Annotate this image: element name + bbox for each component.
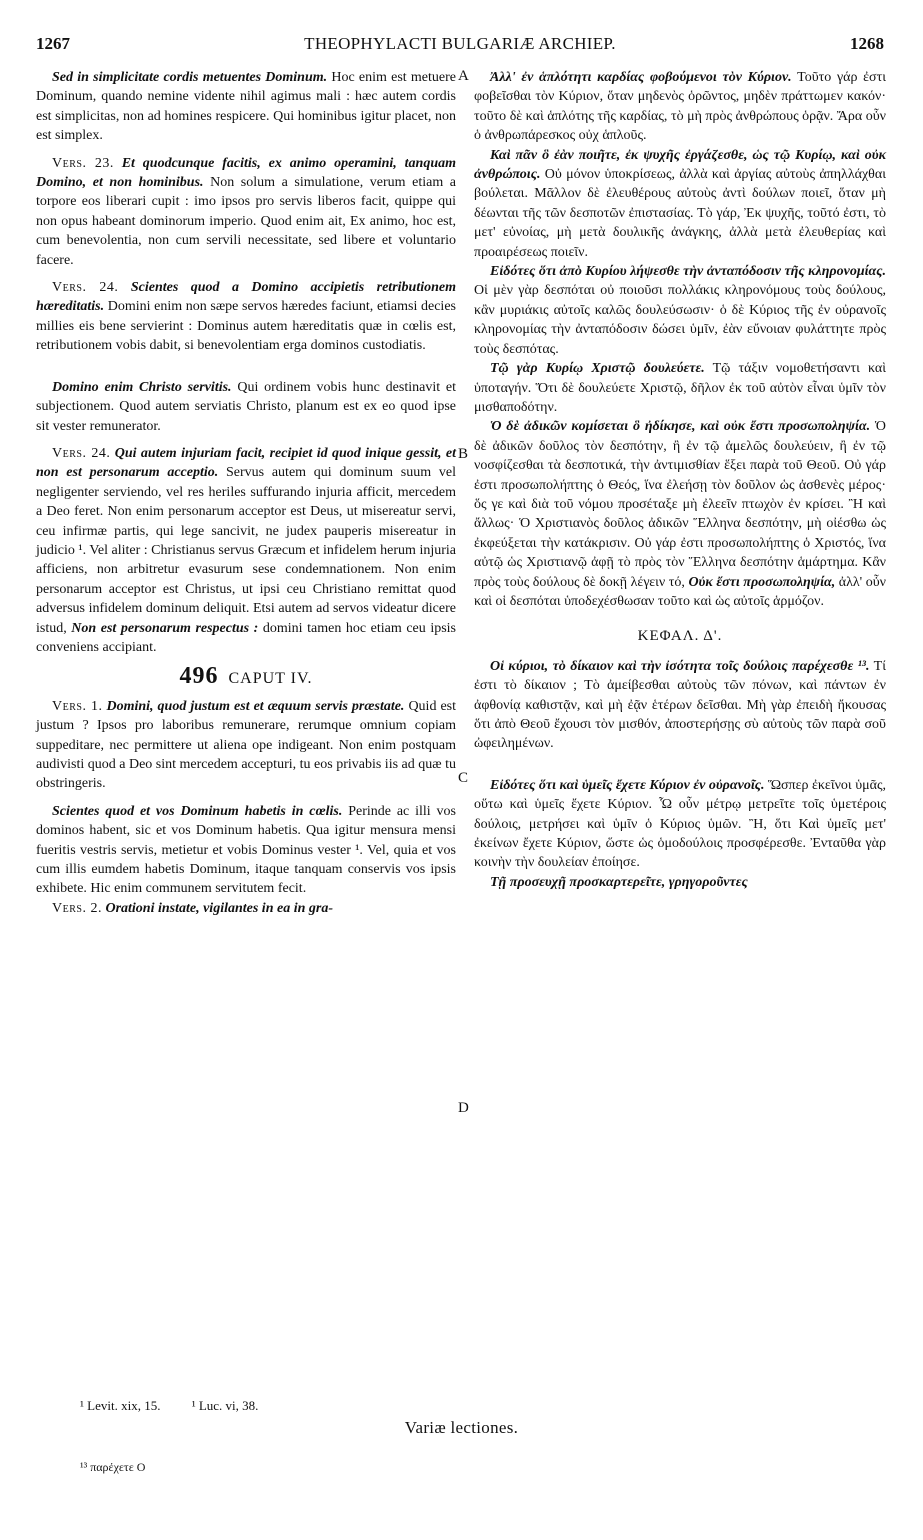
greek-text: Τοῦτο γάρ ἐστι φοβεῖσθαι τὸν Κύριον, ὅταν μηδενὸς ὁρῶντος, μηδὲν πράττωμεν κακόν· τοῦτο δὲ καὶ ἁπλότης τῆς καρδίας, τὸ μὴ πρὸς ἀνθρώπους ὁρᾷν. Ἄρα οὖν ὁ ἀνθρωπάρεσκος οὐχ ἁπλοῦς.: [474, 70, 886, 144]
latin-text: Non solum a simulatione, verum etiam a torpore eos liberari cupit : imo ipsos pro servis liberos facit, quippe qui non opus habeant dominorum imperio. Quod enim ait, Ex animo, hoc est, cum benevolentia, non cum servili necessitate, sed libere et voluntario facere.: [36, 175, 457, 268]
greek-lemma: Τῷ γὰρ Κυρίῳ Χριστῷ δουλεύετε.: [490, 361, 705, 377]
chapter-title: CAPUT IV.: [228, 670, 313, 688]
variant-reading: ¹³ παρέχετε O: [80, 1460, 146, 1474]
greek-text: Ὁ δὲ ἀδικῶν δοῦλος τὸν δεσπότην, ἢ ἐν τῷ ἀμελῶς δουλεύειν, ἢ ἐν τῷ νοσφίζεσθαι τὰ δεσποτικά, τὴν ἀντιμισθίαν ἕξει παρὰ τοῦ Θεοῦ. Οὐ γάρ ἐστι προσωπολήπτης ὁ Θεός, ἵνα ἐλεήσῃ τὸν δοῦλον ὡς ἀσθενὲς μέρος· ὅς γε καὶ διὰ τοῦ νόμου προσέταξε μὴ ἐλεεῖν πτωχὸν ἐν κρίσει. Ἢ καὶ ἄλλως· Ὁ Χριστιανὸς δοῦλος ἀδικῶν Ἕλληνα δεσπότην, μὴ οἰέσθω ὡς ἐκφεύξεται τὴν κατάκρισιν. Οὐ γάρ ἐστι προσωπολήπτης ὁ Χριστός, ἵνα αὐτῷ ὡς Χριστιανῷ ἀφῇ τὸ πρὸς τὸν Ἕλληνα δεσπότην ἁμάρτημα. Κἂν πρὸς τοὺς δούλους δὲ δοκῇ λέγειν τό,: [474, 419, 886, 590]
greek-text: Τί ἐστι τὸ δίκαιον ; Τὸ ἀμείβεσθαι αὐτοὺς τῶν πόνων, καὶ πάντων ἐν ἀφθονίᾳ καθιστᾷν, καὶ μὴ ἐᾷν ἑτέρων δεῖσθαι. Μὴ γὰρ ἐπειδὴ ἤκουσας ὅτι ἀπὸ Θεοῦ ἔχουσι τὸν μισθόν, ἀποστερήσῃς σὺ αὐτοὺς τῶν παρὰ σοῦ ὠφειλημένων.: [474, 658, 886, 752]
greek-lemma: Εἰδότες ὅτι καὶ ὑμεῖς ἔχετε Κύριον ἐν οὐρανοῖς.: [490, 777, 765, 793]
variae-lectiones-title: Variæ lectiones.: [404, 1418, 519, 1437]
margin-marker-c: C: [458, 770, 469, 786]
latin-lemma: Scientes quod et vos Dominum habetis in cœlis.: [52, 803, 343, 819]
greek-paragraph: [474, 146, 886, 262]
latin-paragraph: [36, 697, 456, 794]
verse-label: Vers. 1.: [52, 698, 103, 714]
chapter-heading-greek: ΚΕΦΑΛ. Δ'.: [637, 628, 723, 645]
latin-text: Domini enim non sæpe servos hæredes faciunt, etiamsi decies millies eis bene servierint : Dominus autem hæreditatis quæ in cœlis est, retributionem vobis dabit, si benevolentiam erga dominos custodiatis.: [36, 299, 456, 354]
latin-paragraph: [36, 278, 456, 356]
latin-lemma: Et quodcunque facitis, ex animo operamini, tanquam Domino, et non hominibus.: [36, 155, 456, 191]
greek-text: Οὐ μόνον ὑποκρίσεως, ἀλλὰ καὶ ἀργίας αὐτοὺς ἀπηλλάχθαι βούλεται. Μᾶλλον δὲ ἐλευθέρους αὐτοὺς ἀντὶ δούλων ποιεῖ, ὅταν μὴ δέωνται τῆς τῶν δεσποτῶν ἐπιστασίας. Τὸ γάρ, Ἐκ ψυχῆς, τοῦτό ἐστι, τὸ μετ' εὐνοίας, μὴ μετὰ δουλικῆς ἀνάγκης, ἀλλὰ μετὰ ἐλευθερίας καὶ προαιρέσεως ποιεῖν.: [474, 167, 886, 260]
latin-paragraph: [36, 444, 456, 657]
greek-paragraph: [474, 359, 886, 417]
latin-text: domini tamen hoc etiam ceu ipsis conveniens accipiant.: [36, 620, 457, 655]
verse-label: Vers. 24.: [52, 280, 119, 296]
latin-text: Qui ordinem vobis hunc destinavit et subjectionem. Quod autem serviatis Christo, planum est ex eo quod ipse sit vester remunerator.: [36, 379, 456, 434]
latin-lemma: Scientes quod a Domino accipietis retributionem hæreditatis.: [36, 280, 456, 315]
greek-text: ἀλλ' οὖν καὶ οἱ δεσπόται ὑποδεχέσθωσαν τοῦτο καὶ ὡς αὐτοῖς ἁρμόζον.: [474, 574, 886, 609]
latin-text: Servus autem qui dominum suum vel negligenter serviendo, vel res heriles suffurando injuria afficit, mercedem a Deo feret. Non enim personarum acceptor est Deus, ut misereatur servi, ceu infirmæ partis, qui lege sancivit, ne judex pauperis misereatur in judicio ¹. Vel aliter : Christianus servus Græcum et infidelem herum injuria afficiens, non arbitretur evasurum sese condemnationem. Non enim personarum acceptor est Christus, ut ipsi ceu Christiano remittat quod adversus infidelem dominum deliquit. Etsi autem ad servos videatur dicere istud,: [36, 465, 456, 636]
latin-lemma: Domino enim Christo servitis.: [52, 379, 232, 395]
greek-lemma: Οἱ κύριοι, τὸ δίκαιον καὶ τὴν ἰσότητα τοῖς δούλοις παρέχεσθε ¹³.: [490, 658, 870, 674]
greek-text: Τῷ τάξιν νομοθετήσαντι καὶ ὑποταγήν. Ὅτι δὲ δουλεύετε Χριστῷ, δῆλον ἐκ τοῦ αὐτὸν εἶναι ὑμῖν τὸν μισθαποδότην.: [474, 361, 886, 415]
footnote: ¹ Luc. vi, 38.: [191, 1398, 259, 1413]
greek-lemma: Καὶ πᾶν ὃ ἐὰν ποιῆτε, ἐκ ψυχῆς ἐργάζεσθε, ὡς τῷ Κυρίῳ, καὶ οὐκ ἀνθρώποις.: [474, 147, 886, 183]
latin-lemma: Orationi instate, vigilantes in ea in gra-: [101, 900, 333, 916]
greek-lemma: Τῇ προσευχῇ προσκαρτερεῖτε, γρηγοροῦντες: [490, 874, 748, 890]
chapter-heading-latin: [36, 663, 456, 690]
greek-paragraph: [474, 873, 886, 892]
latin-lemma: Sed in simplicitate cordis metuentes Dominum.: [52, 70, 328, 85]
latin-lemma: Domini, quod justum est et æquum servis præstate.: [102, 698, 405, 714]
greek-text: Ὥσπερ ἐκεῖνοι ὑμᾶς, οὕτω καὶ ὑμεῖς ἔχετε Κύριον. Ὧ οὖν μέτρῳ μετρεῖτε τοῖς ὑμετέροις δούλοις, μετρήσει καὶ ὑμῖν ὁ Κύριος ὑμῶν. Ἢ, ὅτι Καὶ ὑμεῖς μετ' ἐκείνων ἔχετε Κύριον, ὥστε ὡς ὁμοδούλοις προσφέρεσθε. Ἐνταῦθα γὰρ κοινὴν τὴν δουλείαν ἐποίησε.: [474, 777, 887, 871]
latin-text: Perinde ac illi vos dominos habent, sic et vos Dominum habetis. Qua igitur mensura mensi fueritis vestris servis, metietur et vobis Dominus vester ¹. Vel, quia et vos cum illis eumdem habetis Dominum, itaque tanquam conservis vos ipsis exhibete. Hic enim communem servitutem fecit.: [36, 803, 456, 897]
greek-paragraph: [474, 68, 886, 146]
greek-paragraph: [474, 417, 886, 611]
running-header: [36, 34, 884, 54]
running-title: THEOPHYLACTI BULGARIÆ ARCHIEP.: [304, 34, 616, 53]
latin-paragraph: [36, 154, 456, 270]
greek-lemma: Εἰδότες ὅτι ἀπὸ Κυρίου λήψεσθε τὴν ἀνταπόδοσιν τῆς κληρονομίας.: [490, 264, 886, 280]
page-number-left: 1267: [36, 34, 70, 53]
page-number-right: 1268: [850, 34, 884, 53]
greek-paragraph: [474, 262, 886, 359]
verse-label: Vers. 23.: [52, 155, 114, 171]
greek-text: Οἱ μὲν γὰρ δεσπόται οὐ ποιοῦσι πολλάκις κληρονόμους τοὺς δούλους, κἂν μυριάκις αὐτοῖς καλῶς δουλεύσωσιν· ὁ δὲ Κύριος τῆς ἐν οὐρανοῖς κληρονομίας τὴν ἀνταπόδοσιν δώσει ὑμῖν, ἐὰν εὔνοιαν φυλάττητε πρὸς τοὺς δεσπότας.: [474, 283, 886, 357]
greek-lemma: Ἀλλ' ἐν ἁπλότητι καρδίας φοβούμενοι τὸν Κύριον.: [490, 70, 792, 85]
greek-column: [474, 68, 886, 892]
latin-lemma: Non est personarum respectus :: [66, 620, 259, 636]
greek-paragraph: [474, 776, 886, 873]
footnotes: [80, 1398, 286, 1414]
margin-marker-a: A: [458, 68, 469, 84]
column-number: 496: [179, 663, 219, 690]
greek-lemma: Οὐκ ἔστι προσωποληψία,: [684, 574, 836, 590]
latin-column: [36, 68, 456, 918]
greek-paragraph: [474, 657, 886, 754]
margin-marker-b: B: [458, 446, 469, 462]
latin-paragraph: [36, 378, 456, 436]
latin-paragraph: [36, 68, 456, 146]
greek-lemma: Ὁ δὲ ἀδικῶν κομίσεται ὃ ἠδίκησε, καὶ οὐκ ἔστι προσωποληψία.: [490, 419, 871, 435]
verse-label: Vers. 24.: [52, 445, 111, 461]
latin-paragraph: [36, 899, 456, 918]
latin-lemma: Qui autem injuriam facit, recipiet id quod inique gessit, et non est personarum acceptio.: [36, 445, 457, 481]
latin-paragraph: [36, 802, 456, 899]
margin-marker-d: D: [458, 1100, 469, 1116]
verse-label: Vers. 2.: [52, 900, 102, 916]
latin-text: Quid est justum ? Ipsos pro laboribus remunerare, rerumque omnium copiam suppeditare, nec permittere ut aliena ope indigeant. Non enim postquam audivisti quod a Deo sint mercedem accepturi, tu eos privabis iis ad quæ tu obstringeris.: [36, 698, 456, 792]
latin-text: Hoc enim est metuere Dominum, quando nemine vidente nihil agimus mali : hæc autem cordis est simplicitas, non ad homines respicere. Qui hominibus igitur placet, non est simplex.: [36, 70, 457, 144]
footnote: ¹ Levit. xix, 15.: [80, 1398, 161, 1413]
